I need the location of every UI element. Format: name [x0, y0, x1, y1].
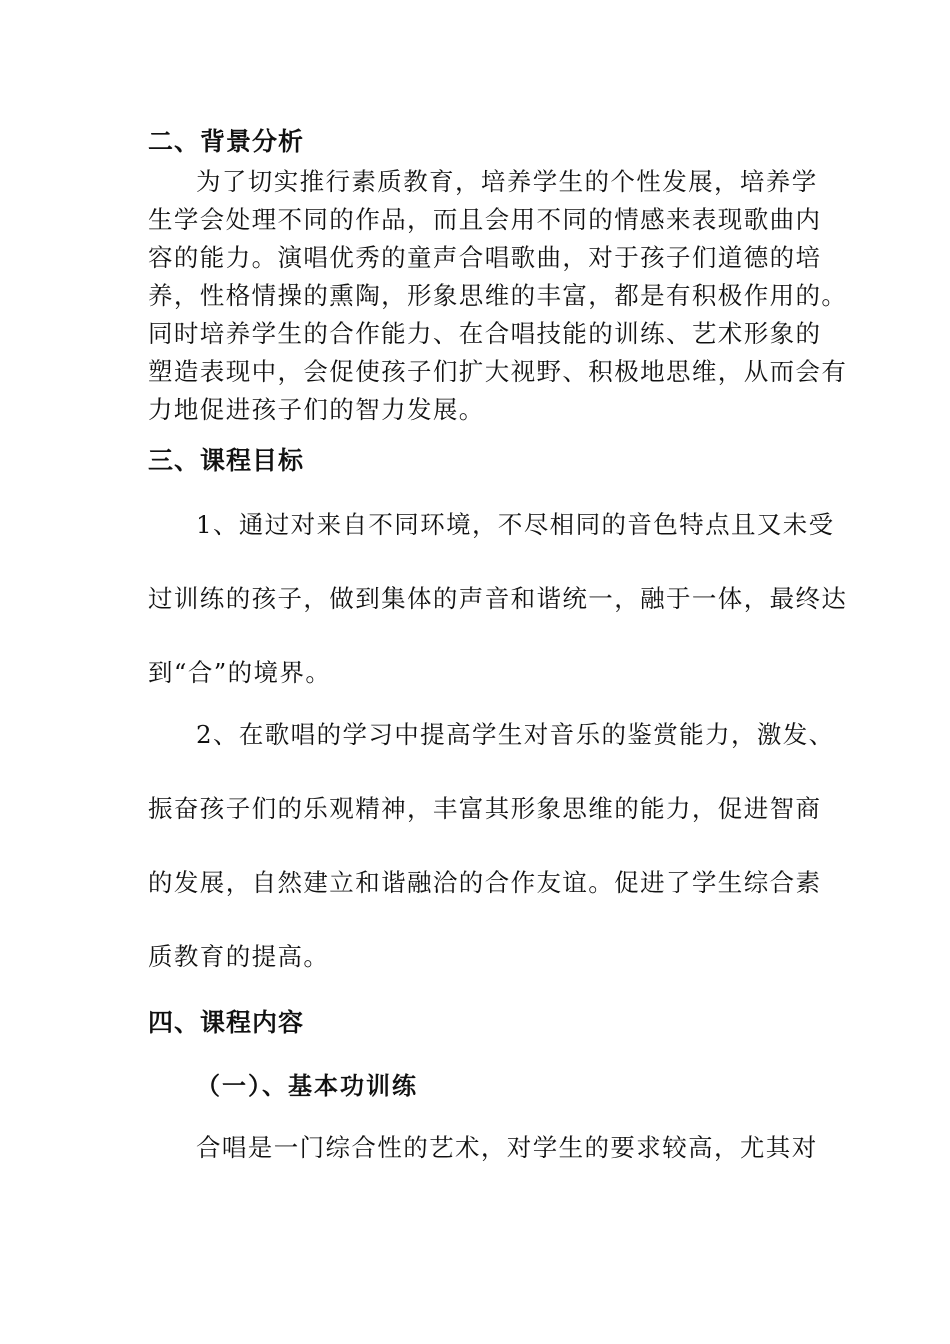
paragraph-line: 生学会处理不同的作品，而且会用不同的情感来表现歌曲内 — [148, 205, 822, 234]
goal-line: 1、通过对来自不同环境，不尽相同的音色特点且又未受 — [196, 510, 835, 539]
section-heading-content: 四、课程内容 — [148, 1008, 305, 1037]
paragraph-line: 容的能力。演唱优秀的童声合唱歌曲，对于孩子们道德的培 — [148, 243, 822, 272]
goal-line: 到“合”的境界。 — [148, 658, 332, 687]
goal-line: 振奋孩子们的乐观精神，丰富其形象思维的能力，促进智商 — [148, 794, 822, 823]
paragraph-line: 合唱是一门综合性的艺术，对学生的要求较高，尤其对 — [196, 1133, 818, 1162]
goal-line: 过训练的孩子，做到集体的声音和谐统一，融于一体，最终达 — [148, 584, 848, 613]
section-heading-goals: 三、课程目标 — [148, 446, 305, 475]
goal-line: 的发展，自然建立和谐融洽的合作友谊。促进了学生综合素 — [148, 868, 822, 897]
goal-line: 2、在歌唱的学习中提高学生对音乐的鉴赏能力，激发、 — [196, 720, 835, 749]
paragraph-line: 力地促进孩子们的智力发展。 — [148, 395, 485, 424]
paragraph-line: 塑造表现中，会促使孩子们扩大视野、积极地思维，从而会有 — [148, 357, 848, 386]
section-heading-background: 二、背景分析 — [148, 127, 305, 156]
paragraph-line: 养，性格情操的熏陶，形象思维的丰富，都是有积极作用的。 — [148, 281, 848, 310]
subsection-heading-basic-training: （一）、基本功训练 — [196, 1071, 418, 1100]
paragraph-line: 同时培养学生的合作能力、在合唱技能的训练、艺术形象的 — [148, 319, 822, 348]
paragraph-line: 为了切实推行素质教育，培养学生的个性发展，培养学 — [196, 167, 818, 196]
goal-line: 质教育的提高。 — [148, 942, 330, 971]
